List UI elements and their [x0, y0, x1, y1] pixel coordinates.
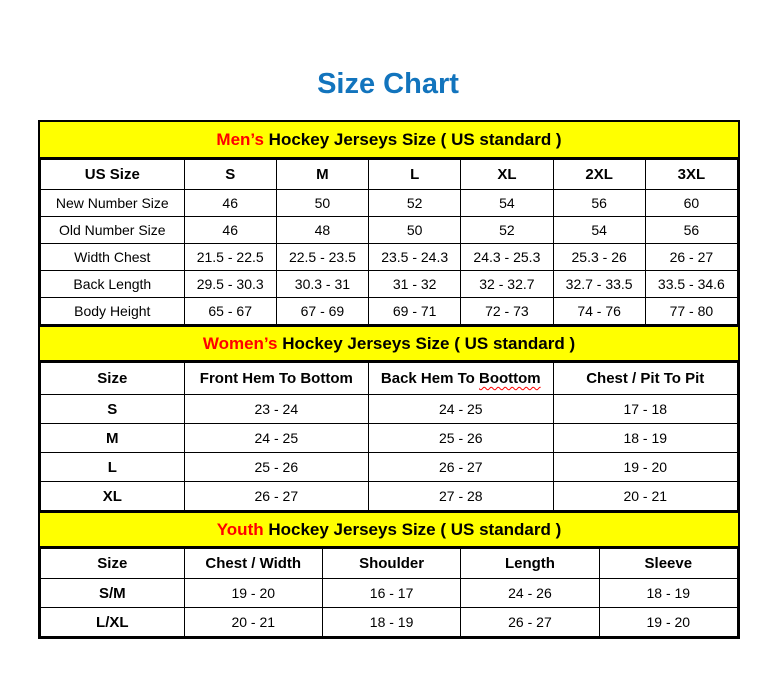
table-row [41, 217, 738, 244]
youth-section-title [40, 511, 738, 548]
column-header-cell: Shoulder [322, 549, 460, 579]
row-label-cell: L/XL [41, 608, 185, 637]
value-cell: 32 - 32.7 [461, 271, 553, 298]
mens-section-title [40, 122, 738, 159]
table-row [41, 482, 738, 511]
table-row [41, 190, 738, 217]
value-cell: 46 [184, 190, 276, 217]
value-cell: 74 - 76 [553, 298, 645, 325]
row-label-cell: Width Chest [41, 244, 185, 271]
table-row [41, 424, 738, 453]
table-row [41, 395, 738, 424]
value-cell: 18 - 19 [322, 608, 460, 637]
row-label-cell: Old Number Size [41, 217, 185, 244]
value-cell: 30.3 - 31 [276, 271, 368, 298]
womens-header-row [41, 363, 738, 395]
womens-section-title-accent: Women’s [202, 333, 278, 353]
column-header-cell: Size [41, 549, 185, 579]
row-label-cell: S/M [41, 579, 185, 608]
size-chart-tables [38, 120, 740, 639]
value-cell: 48 [276, 217, 368, 244]
value-cell: 60 [645, 190, 737, 217]
value-cell: 50 [276, 190, 368, 217]
value-cell: 21.5 - 22.5 [184, 244, 276, 271]
value-cell: 26 - 27 [184, 482, 368, 511]
column-header-cell: Chest / Pit To Pit [553, 363, 737, 395]
value-cell: 24 - 25 [184, 424, 368, 453]
column-header-cell [369, 363, 553, 395]
womens-table [40, 362, 738, 511]
value-cell: 77 - 80 [645, 298, 737, 325]
value-cell: 18 - 19 [553, 424, 737, 453]
row-label-cell: L [41, 453, 185, 482]
value-cell: 52 [369, 190, 461, 217]
mens-section-title-accent: Men’s [216, 129, 264, 149]
column-header-cell: 3XL [645, 160, 737, 190]
value-cell: 33.5 - 34.6 [645, 271, 737, 298]
row-label-cell: New Number Size [41, 190, 185, 217]
value-cell: 25 - 26 [184, 453, 368, 482]
value-cell: 31 - 32 [369, 271, 461, 298]
column-header-text: Back Hem To [380, 370, 479, 387]
column-header-cell: Front Hem To Bottom [184, 363, 368, 395]
youth-section-title-text: Hockey Jerseys Size ( US standard ) [263, 519, 562, 539]
column-header-cell: Chest / Width [184, 549, 322, 579]
womens-section-title-text: Hockey Jerseys Size ( US standard ) [277, 333, 576, 353]
value-cell: 50 [369, 217, 461, 244]
value-cell: 16 - 17 [322, 579, 460, 608]
value-cell: 26 - 27 [645, 244, 737, 271]
column-header-cell: Sleeve [599, 549, 737, 579]
value-cell: 25.3 - 26 [553, 244, 645, 271]
value-cell: 22.5 - 23.5 [276, 244, 368, 271]
value-cell: 25 - 26 [369, 424, 553, 453]
column-header-cell: US Size [41, 160, 185, 190]
value-cell: 54 [553, 217, 645, 244]
womens-section-title [40, 325, 738, 362]
row-label-cell: XL [41, 482, 185, 511]
column-header-cell: Length [461, 549, 599, 579]
value-cell: 27 - 28 [369, 482, 553, 511]
value-cell: 46 [184, 217, 276, 244]
value-cell: 23.5 - 24.3 [369, 244, 461, 271]
column-header-cell: Size [41, 363, 185, 395]
value-cell: 26 - 27 [461, 608, 599, 637]
value-cell: 56 [553, 190, 645, 217]
column-header-cell: 2XL [553, 160, 645, 190]
table-row [41, 298, 738, 325]
table-row [41, 244, 738, 271]
value-cell: 26 - 27 [369, 453, 553, 482]
value-cell: 19 - 20 [553, 453, 737, 482]
value-cell: 54 [461, 190, 553, 217]
mens-table [40, 159, 738, 325]
table-row [41, 579, 738, 608]
value-cell: 65 - 67 [184, 298, 276, 325]
youth-section-title-accent: Youth [216, 519, 264, 539]
column-header-cell: L [369, 160, 461, 190]
misspelled-word: Boottom [479, 370, 541, 387]
mens-header-row [41, 160, 738, 190]
value-cell: 24.3 - 25.3 [461, 244, 553, 271]
row-label-cell: S [41, 395, 185, 424]
value-cell: 69 - 71 [369, 298, 461, 325]
row-label-cell: Body Height [41, 298, 185, 325]
row-label-cell: Back Length [41, 271, 185, 298]
value-cell: 67 - 69 [276, 298, 368, 325]
column-header-cell: M [276, 160, 368, 190]
value-cell: 32.7 - 33.5 [553, 271, 645, 298]
column-header-cell: XL [461, 160, 553, 190]
youth-header-row [41, 549, 738, 579]
mens-section-title-text: Hockey Jerseys Size ( US standard ) [263, 129, 562, 149]
column-header-cell: S [184, 160, 276, 190]
value-cell: 19 - 20 [599, 608, 737, 637]
value-cell: 56 [645, 217, 737, 244]
value-cell: 20 - 21 [184, 608, 322, 637]
value-cell: 23 - 24 [184, 395, 368, 424]
table-row [41, 271, 738, 298]
row-label-cell: M [41, 424, 185, 453]
value-cell: 19 - 20 [184, 579, 322, 608]
table-row [41, 608, 738, 637]
value-cell: 24 - 26 [461, 579, 599, 608]
value-cell: 20 - 21 [553, 482, 737, 511]
value-cell: 52 [461, 217, 553, 244]
value-cell: 72 - 73 [461, 298, 553, 325]
value-cell: 18 - 19 [599, 579, 737, 608]
page-title: Size Chart [317, 68, 459, 100]
value-cell: 17 - 18 [553, 395, 737, 424]
value-cell: 24 - 25 [369, 395, 553, 424]
value-cell: 29.5 - 30.3 [184, 271, 276, 298]
table-row [41, 453, 738, 482]
youth-table [40, 548, 738, 637]
